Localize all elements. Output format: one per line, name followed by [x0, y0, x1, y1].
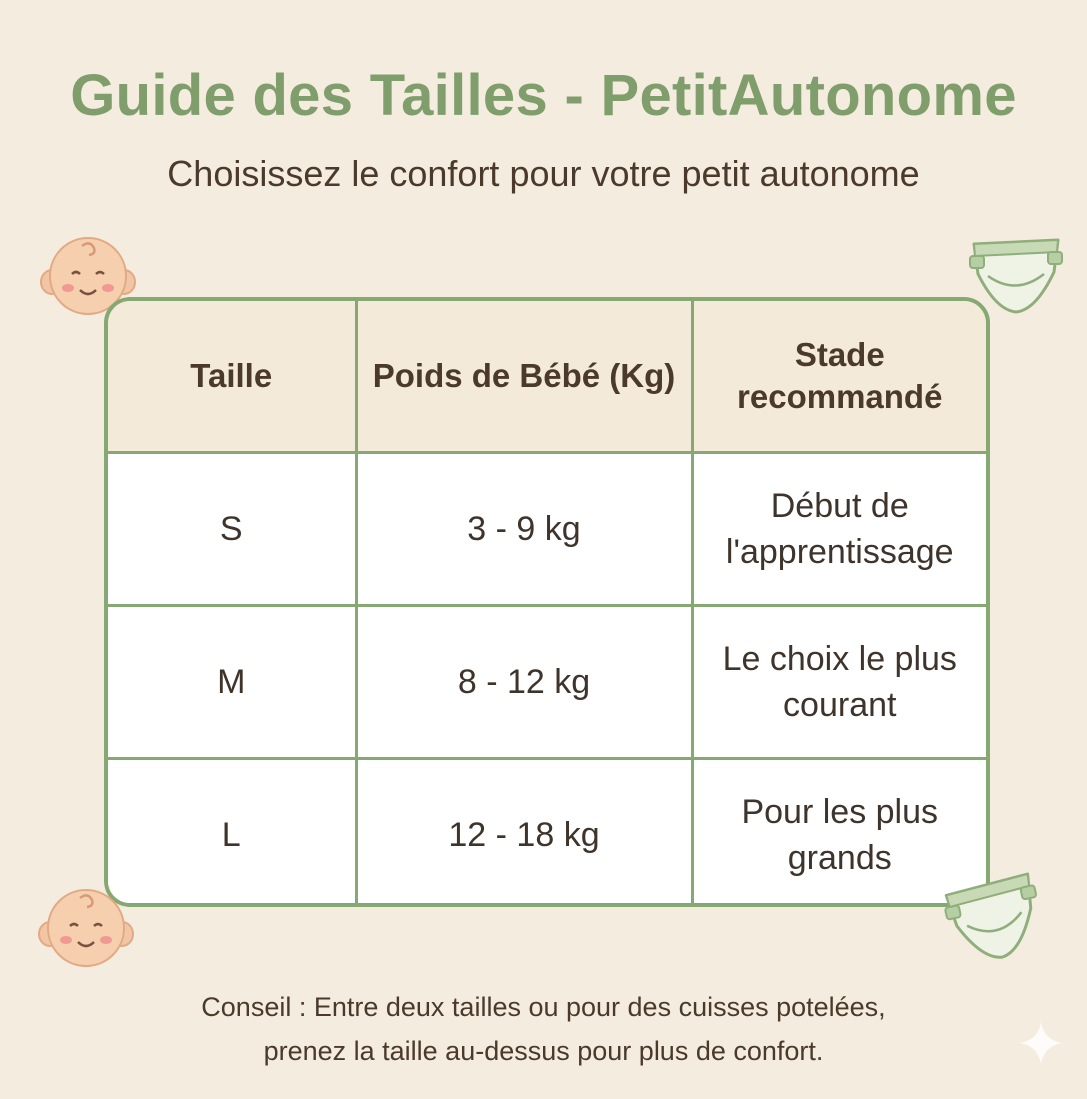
cell-size: L — [108, 759, 356, 908]
table-header-row — [108, 301, 986, 453]
header-weight: Poids de Bébé (Kg) — [356, 301, 692, 453]
sparkle-icon — [1016, 1018, 1066, 1068]
advice-note — [0, 985, 1087, 1073]
cell-weight: 3 - 9 kg — [356, 453, 692, 606]
cell-stage: Début de l'apprentissage — [692, 453, 986, 606]
size-table — [104, 297, 990, 907]
baby-face-icon — [36, 884, 136, 970]
table-row — [108, 606, 986, 759]
cell-stage: Pour les plus grands — [692, 759, 986, 908]
page-subtitle: Choisissez le confort pour votre petit autonome — [167, 153, 920, 194]
header-size: Taille — [108, 301, 356, 453]
table-row — [108, 453, 986, 606]
advice-line-2: prenez la taille au-dessus pour plus de confort. — [263, 1036, 824, 1066]
table-row — [108, 759, 986, 908]
cell-size: S — [108, 453, 356, 606]
diaper-icon — [944, 868, 1044, 968]
page-title: Guide des Tailles - PetitAutonome — [70, 63, 1017, 128]
cell-weight: 8 - 12 kg — [356, 606, 692, 759]
cell-stage: Le choix le plus courant — [692, 606, 986, 759]
advice-line-1: Conseil : Entre deux tailles ou pour des cuisses potelées, — [201, 992, 886, 1022]
cell-size: M — [108, 606, 356, 759]
cell-weight: 12 - 18 kg — [356, 759, 692, 908]
header-stage: Stade recommandé — [692, 301, 986, 453]
